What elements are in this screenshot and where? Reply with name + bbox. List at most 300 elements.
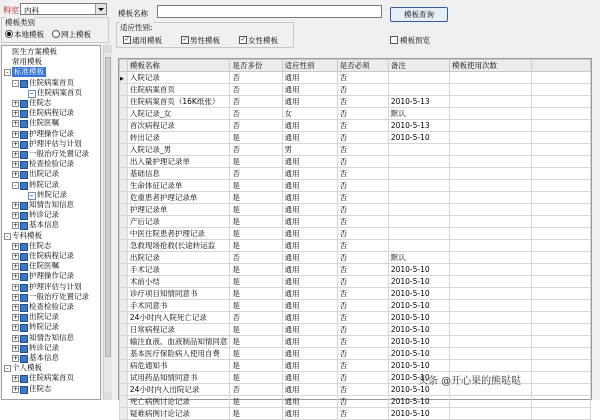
- table-row[interactable]: [120, 72, 591, 84]
- tree-node-label[interactable]: 出院记录: [29, 312, 59, 322]
- table-row[interactable]: [120, 348, 591, 360]
- tree-expander-icon[interactable]: +: [13, 151, 19, 158]
- empty-cell: [532, 300, 591, 312]
- row-indicator[interactable]: [120, 312, 128, 324]
- tree-node-label[interactable]: 护理操作记录: [29, 271, 74, 281]
- tree-expander-icon[interactable]: +: [13, 212, 19, 220]
- female-template-label: 女性模板: [248, 36, 278, 45]
- table-cell: 否: [230, 168, 282, 180]
- table-cell: 否: [337, 228, 388, 240]
- table-cell: 试用药品知情同意书: [127, 372, 230, 384]
- row-indicator[interactable]: [120, 264, 128, 276]
- template-preview-label: 模板预览: [400, 36, 430, 45]
- table-cell: 通用: [282, 312, 337, 324]
- row-indicator[interactable]: [120, 144, 128, 156]
- table-cell: [388, 156, 449, 168]
- tree-expander-icon[interactable]: -: [4, 365, 11, 372]
- row-indicator[interactable]: [120, 228, 128, 240]
- empty-cell: [532, 372, 591, 384]
- table-cell: 通用: [282, 360, 337, 372]
- online-template-radio[interactable]: [52, 30, 60, 38]
- table-cell: 住院病案首页: [127, 84, 230, 96]
- table-cell: 是: [230, 276, 282, 288]
- tree-node-label[interactable]: 一般治疗处置记录: [29, 291, 89, 301]
- tree-node-label[interactable]: 住院志: [29, 383, 52, 393]
- table-cell: 否: [337, 192, 388, 204]
- empty-cell: [532, 276, 591, 288]
- table-cell: [450, 396, 532, 408]
- table-cell: 输注血液、血液制品知情同意: [127, 336, 230, 348]
- table-cell: 否: [337, 288, 388, 300]
- tree-expander-icon[interactable]: +: [13, 202, 19, 209]
- empty-cell: [532, 384, 591, 396]
- table-cell: 通用: [282, 228, 337, 240]
- table-row[interactable]: [120, 360, 591, 372]
- table-cell: 否: [337, 360, 388, 372]
- table-cell: [450, 204, 532, 216]
- department-select[interactable]: [20, 3, 107, 15]
- row-indicator[interactable]: [120, 252, 128, 264]
- row-indicator[interactable]: [120, 132, 128, 144]
- right-panel: [112, 0, 600, 418]
- table-cell: 否: [337, 144, 388, 156]
- tree-expander-icon[interactable]: +: [13, 334, 19, 342]
- row-indicator[interactable]: [120, 324, 128, 336]
- table-cell: 首次病程记录: [127, 120, 230, 132]
- table-cell: 手术同意书: [127, 300, 230, 312]
- scroll-up-icon[interactable]: [104, 45, 112, 53]
- table-row[interactable]: [120, 168, 591, 180]
- table-cell: 否: [230, 96, 282, 108]
- table-cell: 是: [230, 348, 282, 360]
- table-cell: [388, 216, 449, 228]
- table-cell: 通用: [282, 348, 337, 360]
- row-indicator[interactable]: [120, 108, 128, 120]
- empty-cell: [532, 156, 591, 168]
- table-cell: 24小时内入出院记录: [127, 384, 230, 396]
- tree-node-label[interactable]: 护理操作记录: [29, 128, 74, 138]
- tree-node-label[interactable]: 住院医嘱: [29, 118, 59, 128]
- tree-node-label[interactable]: 转诊记录: [29, 342, 59, 352]
- tree-expander-icon[interactable]: +: [13, 253, 19, 260]
- table-cell: 基本医疗保险病人使用自费: [127, 348, 230, 360]
- row-indicator[interactable]: [120, 216, 128, 228]
- tree-node-label[interactable]: 护理评估与计划: [29, 138, 82, 148]
- tree-expander-icon[interactable]: +: [13, 283, 19, 291]
- table-cell: 否: [337, 396, 388, 408]
- male-template-checkbox[interactable]: ✓: [182, 36, 188, 43]
- table-cell: [450, 348, 532, 360]
- empty-cell: [532, 240, 591, 252]
- table-cell: 否: [337, 108, 388, 120]
- table-cell: 通用: [282, 300, 337, 312]
- table-cell: 通用: [282, 240, 337, 252]
- table-row[interactable]: [120, 240, 591, 252]
- column-header[interactable]: 备注: [388, 60, 449, 72]
- scroll-thumb[interactable]: [105, 57, 111, 357]
- row-indicator[interactable]: [120, 384, 128, 396]
- table-cell: 否: [337, 336, 388, 348]
- empty-cell: [532, 72, 591, 84]
- table-cell: 出入量护理记录单: [127, 156, 230, 168]
- tree-expander-icon[interactable]: +: [13, 344, 19, 352]
- table-cell: 否: [230, 72, 282, 84]
- tree-expander-icon[interactable]: +: [13, 273, 19, 281]
- column-header[interactable]: 模板名称: [127, 60, 230, 72]
- watermark-text: 头条 @开心果的熊哒哒: [418, 376, 522, 387]
- table-cell: 是: [230, 132, 282, 144]
- gender-filter-group: [116, 22, 294, 48]
- table-cell: 通用: [282, 72, 337, 84]
- table-cell: 否: [337, 180, 388, 192]
- tree-node-label[interactable]: 住院病程记录: [29, 108, 74, 118]
- row-indicator[interactable]: [120, 180, 128, 192]
- male-template-label: 男性模板: [190, 36, 220, 45]
- table-cell: 否: [337, 132, 388, 144]
- empty-cell: [532, 144, 591, 156]
- folder-icon: [20, 263, 28, 271]
- tree-node-label[interactable]: 转院记录: [37, 189, 67, 199]
- tree-node-label[interactable]: 个人模板: [12, 363, 42, 373]
- table-cell: 是: [230, 228, 282, 240]
- table-row[interactable]: [120, 396, 591, 408]
- folder-icon: [20, 202, 28, 210]
- table-row[interactable]: [120, 252, 591, 264]
- table-row[interactable]: [120, 408, 591, 420]
- row-indicator[interactable]: [120, 204, 128, 216]
- column-header[interactable]: 适应性别: [282, 60, 337, 72]
- table-cell: 是: [230, 216, 282, 228]
- folder-icon: [20, 304, 28, 312]
- tree-node-label[interactable]: 专科模板: [12, 230, 42, 240]
- folder-icon: [20, 345, 28, 353]
- tree-expander-icon[interactable]: +: [13, 375, 19, 383]
- local-template-radio[interactable]: [5, 30, 13, 38]
- table-row[interactable]: [120, 288, 591, 300]
- row-indicator[interactable]: [120, 168, 128, 180]
- row-indicator[interactable]: [120, 360, 128, 372]
- table-cell: 通用: [282, 84, 337, 96]
- row-indicator[interactable]: [120, 396, 128, 408]
- empty-cell: [532, 324, 591, 336]
- table-cell: 是: [230, 360, 282, 372]
- folder-icon: [20, 222, 28, 230]
- table-cell: [450, 276, 532, 288]
- table-cell: 是: [230, 396, 282, 408]
- tree-node-label[interactable]: 常用模板: [12, 57, 42, 67]
- row-indicator[interactable]: [120, 372, 128, 384]
- table-cell: 2010-5-10: [388, 396, 449, 408]
- tree-expander-icon[interactable]: +: [13, 314, 19, 322]
- empty-cell: [532, 360, 591, 372]
- table-cell: [450, 336, 532, 348]
- table-row[interactable]: [120, 312, 591, 324]
- table-cell: 基础信息: [127, 168, 230, 180]
- table-cell: 通用: [282, 336, 337, 348]
- template-tree[interactable]: [1, 45, 101, 400]
- table-cell: [450, 360, 532, 372]
- table-row[interactable]: [120, 108, 591, 120]
- tree-node-label[interactable]: 检查检验记录: [29, 302, 74, 311]
- table-cell: 通用: [282, 180, 337, 192]
- table-row[interactable]: [120, 132, 591, 144]
- row-indicator[interactable]: [120, 84, 128, 96]
- folder-icon: [20, 212, 28, 220]
- tree-node-label[interactable]: 转诊记录: [29, 210, 59, 220]
- tree-expander-icon[interactable]: +: [13, 263, 19, 271]
- table-cell: [450, 120, 532, 132]
- row-indicator[interactable]: [120, 348, 128, 360]
- folder-icon: [20, 273, 28, 281]
- gender-filter-legend: 适应性别:: [120, 23, 153, 32]
- table-cell: 否: [337, 384, 388, 396]
- table-cell: 2010-5-10: [388, 264, 449, 276]
- folder-icon: [20, 120, 28, 128]
- folder-icon: [20, 284, 28, 292]
- tree-expander-icon[interactable]: +: [13, 293, 19, 301]
- table-cell: 2010-5-10: [388, 288, 449, 300]
- table-cell: 否: [230, 384, 282, 396]
- tree-node-label[interactable]: 知情告知信息: [29, 332, 74, 342]
- table-row[interactable]: [120, 84, 591, 96]
- table-cell: 否: [230, 84, 282, 96]
- table-cell: [388, 204, 449, 216]
- template-name-input[interactable]: [157, 5, 382, 18]
- empty-cell: [532, 204, 591, 216]
- empty-cell: [532, 396, 591, 408]
- table-cell: 否: [337, 312, 388, 324]
- row-indicator[interactable]: [120, 240, 128, 252]
- tree-node-label[interactable]: 转院记录: [29, 179, 59, 189]
- table-cell: [450, 108, 532, 120]
- table-cell: 通用: [282, 264, 337, 276]
- general-template-checkbox[interactable]: ✓: [124, 36, 130, 43]
- table-row[interactable]: [120, 192, 591, 204]
- online-template-label: 网上模板: [61, 30, 91, 39]
- tree-scrollbar[interactable]: [103, 45, 112, 400]
- table-cell: 是: [230, 408, 282, 420]
- table-cell: 通用: [282, 216, 337, 228]
- tree-node-label[interactable]: 一般治疗处置记录: [29, 149, 89, 158]
- column-header[interactable]: 是否必须: [337, 60, 388, 72]
- folder-icon: [20, 324, 28, 332]
- template-preview-checkbox[interactable]: [390, 36, 398, 44]
- table-cell: 否: [337, 348, 388, 360]
- table-cell: 否: [337, 300, 388, 312]
- empty-cell: [532, 192, 591, 204]
- tree-expander-icon[interactable]: +: [13, 324, 19, 332]
- table-cell: [450, 312, 532, 324]
- tree-node-label[interactable]: 住院病案首页: [29, 373, 74, 383]
- tree-node-label[interactable]: 检查检验记录: [29, 159, 74, 169]
- row-indicator[interactable]: [120, 336, 128, 348]
- tree-node-label[interactable]: 住院志: [29, 98, 52, 107]
- general-template-label: 通用模板: [132, 36, 162, 45]
- folder-icon: [20, 182, 28, 190]
- table-row[interactable]: [120, 216, 591, 228]
- template-category-group: [1, 17, 109, 43]
- tree-expander-icon[interactable]: +: [13, 242, 19, 250]
- female-template-checkbox[interactable]: ✓: [240, 36, 246, 43]
- table-cell: 否: [230, 120, 282, 132]
- row-indicator[interactable]: [120, 288, 128, 300]
- row-indicator[interactable]: [120, 72, 128, 84]
- table-cell: [450, 156, 532, 168]
- table-cell: [450, 84, 532, 96]
- tree-expander-icon[interactable]: +: [13, 385, 19, 393]
- table-row[interactable]: [120, 276, 591, 288]
- table-cell: 否: [337, 72, 388, 84]
- table-cell: 2010-5-10: [388, 312, 449, 324]
- tree-node-label[interactable]: 基本信息: [29, 220, 59, 230]
- table-cell: 术前小结: [127, 276, 230, 288]
- table-cell: 诊疗项目知情同意书: [127, 288, 230, 300]
- table-cell: 2010-5-10: [388, 132, 449, 144]
- tree-expander-icon[interactable]: +: [13, 100, 19, 107]
- tree-node-label[interactable]: 护理评估与计划: [29, 281, 82, 291]
- table-cell: [450, 132, 532, 144]
- empty-cell: [532, 84, 591, 96]
- table-cell: 否: [337, 168, 388, 180]
- table-cell: [388, 168, 449, 180]
- table-cell: 通用: [282, 252, 337, 264]
- empty-cell: [532, 264, 591, 276]
- table-cell: 死亡病例讨论记录: [127, 396, 230, 408]
- tree-expander-icon[interactable]: -: [12, 182, 19, 189]
- tree-expander-icon[interactable]: +: [13, 130, 19, 138]
- table-cell: 通用: [282, 132, 337, 144]
- tree-node-label[interactable]: 转院记录: [29, 322, 59, 332]
- tree-expander-icon[interactable]: +: [13, 110, 19, 118]
- table-cell: 是: [230, 288, 282, 300]
- table-row[interactable]: [120, 336, 591, 348]
- row-indicator[interactable]: [120, 120, 128, 132]
- row-indicator-header: [120, 60, 128, 72]
- tree-node-label[interactable]: 住院病案首页: [37, 87, 82, 97]
- table-row[interactable]: [120, 96, 591, 108]
- table-cell: 是: [230, 300, 282, 312]
- table-cell: 是: [230, 240, 282, 252]
- left-panel: [0, 0, 112, 400]
- table-cell: 2010-5-10: [388, 408, 449, 420]
- empty-cell: [532, 96, 591, 108]
- tree-expander-icon[interactable]: +: [13, 304, 19, 311]
- table-cell: 生命体征记录单: [127, 180, 230, 192]
- table-cell: 通用: [282, 276, 337, 288]
- table-cell: [388, 192, 449, 204]
- table-cell: 2010-5-10: [388, 324, 449, 336]
- table-row[interactable]: [120, 324, 591, 336]
- table-cell: [450, 96, 532, 108]
- row-indicator[interactable]: [120, 408, 128, 420]
- table-cell: [450, 288, 532, 300]
- tree-expander-icon[interactable]: +: [13, 161, 19, 169]
- folder-icon: [20, 335, 28, 343]
- row-indicator[interactable]: [120, 96, 128, 108]
- table-cell: 2010-5-10: [388, 360, 449, 372]
- folder-icon: [20, 294, 28, 302]
- table-cell: 入院记录_男: [127, 144, 230, 156]
- template-query-button[interactable]: 模板查询: [390, 7, 448, 22]
- folder-icon: [20, 355, 28, 363]
- scroll-down-icon[interactable]: [104, 392, 112, 400]
- folder-icon: [20, 131, 28, 139]
- document-icon: [28, 192, 36, 200]
- tree-node-label[interactable]: 住院病程记录: [29, 251, 74, 260]
- table-row[interactable]: [120, 120, 591, 132]
- row-indicator[interactable]: [120, 156, 128, 168]
- table-cell: [450, 408, 532, 420]
- table-row[interactable]: [120, 228, 591, 240]
- row-indicator[interactable]: [120, 300, 128, 312]
- tree-expander-icon[interactable]: +: [13, 222, 19, 230]
- tree-node-label[interactable]: 知情告知信息: [29, 200, 74, 209]
- table-cell: 通用: [282, 408, 337, 420]
- table-cell: 入院记录: [127, 72, 230, 84]
- chevron-down-icon[interactable]: [95, 4, 106, 14]
- table-row[interactable]: [120, 180, 591, 192]
- tree-node-label[interactable]: 住院志: [29, 240, 52, 250]
- tree-expander-icon[interactable]: -: [4, 233, 11, 240]
- table-cell: [450, 144, 532, 156]
- tree-expander-icon[interactable]: -: [4, 69, 11, 76]
- table-row[interactable]: [120, 264, 591, 276]
- table-cell: [450, 324, 532, 336]
- empty-cell: [532, 180, 591, 192]
- tree-node-label[interactable]: 住院医嘱: [29, 261, 59, 271]
- tree-expander-icon[interactable]: +: [13, 355, 19, 362]
- folder-icon: [20, 253, 28, 261]
- tree-node-label[interactable]: 住院病案首页: [29, 77, 74, 87]
- folder-icon: [20, 110, 28, 118]
- table-row[interactable]: [120, 144, 591, 156]
- tree-expander-icon[interactable]: +: [13, 171, 19, 179]
- table-cell: 2010-5-10: [388, 336, 449, 348]
- column-header[interactable]: 模板使用次数: [450, 60, 532, 72]
- table-cell: 通用: [282, 120, 337, 132]
- table-row[interactable]: [120, 300, 591, 312]
- local-template-label: 本地模板: [14, 30, 44, 39]
- tree-expander-icon[interactable]: -: [12, 80, 19, 87]
- template-name-label: 模板名称: [118, 9, 148, 18]
- row-indicator[interactable]: [120, 276, 128, 288]
- tree-expander-icon[interactable]: +: [13, 120, 19, 128]
- row-indicator[interactable]: [120, 192, 128, 204]
- template-grid: [118, 58, 592, 418]
- tree-expander-icon[interactable]: +: [13, 140, 19, 148]
- tree-node-label[interactable]: 出院记录: [29, 169, 59, 179]
- tree-node-label[interactable]: 基本信息: [29, 353, 59, 362]
- table-row[interactable]: [120, 156, 591, 168]
- column-header[interactable]: 是否多份: [230, 60, 282, 72]
- table-cell: 通用: [282, 372, 337, 384]
- table-cell: 否: [337, 156, 388, 168]
- folder-icon: [20, 386, 28, 394]
- tree-node-label[interactable]: 医生方案模板: [12, 47, 57, 56]
- table-row[interactable]: [120, 204, 591, 216]
- table-cell: 通用: [282, 168, 337, 180]
- table-cell: 通用: [282, 396, 337, 408]
- table-cell: 否: [230, 108, 282, 120]
- folder-icon: [20, 171, 28, 179]
- table-cell: 否: [337, 408, 388, 420]
- empty-cell: [532, 168, 591, 180]
- table-cell: 否: [337, 264, 388, 276]
- table-cell: 否: [230, 144, 282, 156]
- empty-cell: [532, 216, 591, 228]
- tree-node-label[interactable]: 标准模板: [14, 67, 44, 77]
- folder-icon: [20, 243, 28, 251]
